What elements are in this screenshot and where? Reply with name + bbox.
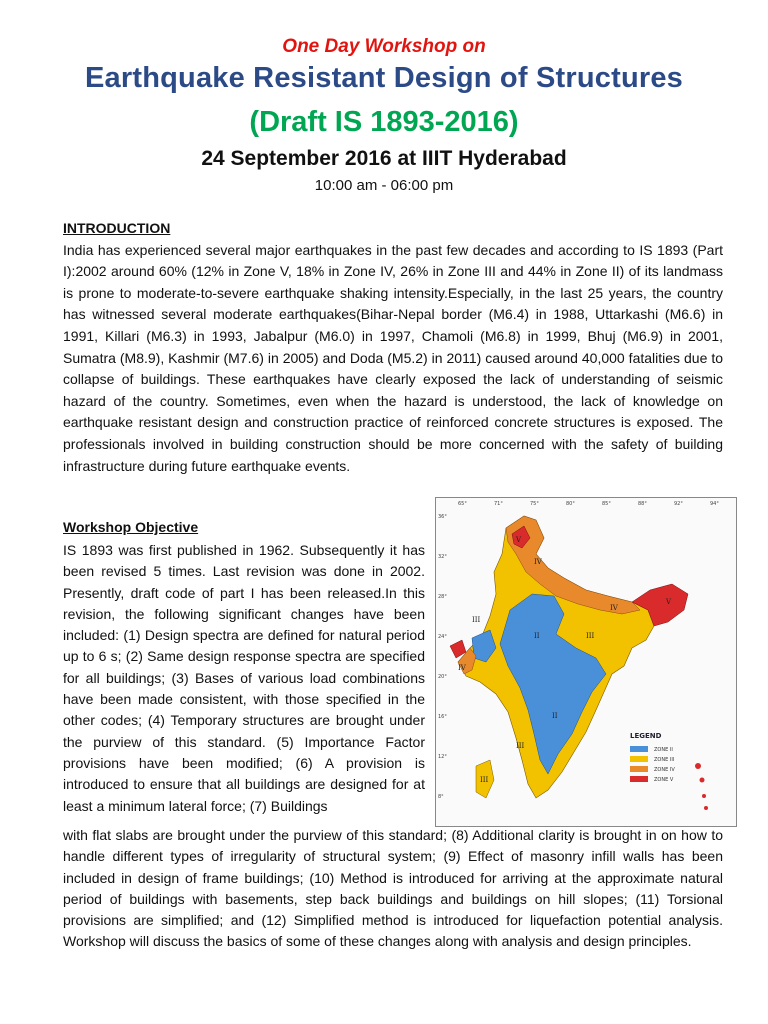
workshop-time: 10:00 am - 06:00 pm [314, 177, 454, 194]
map-top-tick-label: 88° [638, 501, 647, 507]
legend-swatch [630, 776, 648, 782]
india-seismic-map-graphic [436, 498, 736, 826]
map-top-tick-label: 71° [494, 501, 503, 507]
zone-marker: II [534, 632, 540, 640]
zone-marker: IV [610, 604, 618, 612]
map-left-tick-label: 28° [438, 594, 447, 600]
legend-swatch [630, 746, 648, 752]
zone-marker: IV [458, 664, 466, 672]
andaman-island [702, 794, 706, 798]
andaman-island [700, 778, 705, 783]
map-left-tick-label: 8° [438, 794, 444, 800]
introduction-heading: INTRODUCTION [63, 220, 171, 236]
objective-body-full-width: with flat slabs are brought under the purview of this standard; (8) Additional clarity is brought in on how to handle different types of irregularity of structural system; (9) Effect of masonry infill walls has been included in design of frame buildings; (10) Method is introduced for arriving at the approximate natural period of buildings with basements, step back buildings and buildings on hill slopes; (11) Torsional provisions are simplified; and (12) Simplified method is introduced for liquefaction potential analysis. Workshop will discuss the basics of some of these changes along with analysis and design principles. [63, 827, 723, 950]
map-left-tick-label: 16° [438, 714, 447, 720]
workshop-title: Earthquake Resistant Design of Structures [84, 62, 683, 94]
objective-body-beside-map: IS 1893 was first published in 1962. Subsequently it has been revised 5 times. Last revision was done in 2002. Presently, draft code of part I has been released.In this revision, the following significant changes have been included: (1) Design spectra are defined for natural period up to 6 s; (2) Same design response spectra are specified for all buildings; (3) Bases of various load combinations have been made consistent, with those specified in the other codes; (4) Temporary structures are brought under the purview of this standard. (5) Importance Factor provisions have been modified; (6) A provision is introduced to ensure that all buildings are designed for at least a minimum lateral force; (7) Buildings [63, 542, 425, 814]
map-top-tick-label: 94° [710, 501, 719, 507]
legend-label: ZONE III [654, 757, 675, 763]
introduction-section [63, 218, 723, 477]
map-top-tick-label: 85° [602, 501, 611, 507]
zone-marker: III [472, 616, 481, 624]
map-top-tick-label: 65° [458, 501, 467, 507]
workshop-subtitle: (Draft IS 1893-2016) [249, 106, 519, 138]
legend-title: LEGEND [630, 732, 662, 740]
zone-marker: IV [534, 558, 542, 566]
map-legend [630, 732, 675, 783]
map-left-tick-label: 20° [438, 674, 447, 680]
map-left-ticks [438, 514, 447, 800]
map-top-tick-label: 80° [566, 501, 575, 507]
andaman-island [695, 763, 701, 769]
map-left-tick-label: 12° [438, 754, 447, 760]
workshop-date: 24 September 2016 at IIIT Hyderabad [201, 147, 567, 170]
objective-heading: Workshop Objective [63, 519, 199, 535]
map-left-tick-label: 36° [438, 514, 447, 520]
legend-swatch [630, 756, 648, 762]
map-top-ticks [458, 501, 719, 507]
legend-label: ZONE II [654, 747, 673, 753]
workshop-kicker: One Day Workshop on [282, 36, 486, 57]
zone-marker: III [516, 742, 525, 750]
map-top-tick-label: 75° [530, 501, 539, 507]
seismic-zone-map [435, 497, 737, 827]
zone-marker: V [516, 536, 522, 544]
map-left-tick-label: 32° [438, 554, 447, 560]
zone-marker: V [666, 598, 672, 606]
zone-marker: III [480, 776, 489, 784]
zone-marker: II [552, 712, 558, 720]
map-left-tick-label: 24° [438, 634, 447, 640]
introduction-body: India has experienced several major earthquakes in the past few decades and according to IS 1893 (Part I):2002 around 60% (12% in Zone V, 18% in Zone IV, 26% in Zone III and 44% in Zone II) of its landmass is prone to moderate-to-severe earthquake shaking intensity.Especially, in the last 25 years, the country has witnessed several moderate earthquakes(Bihar-Nepal border (M6.4) in 1988, Uttarkashi (M6.6) in 1991, Killari (M6.3) in 1993, Jabalpur (M6.0) in 1997, Chamoli (M6.8) in 1999, Bhuj (M6.9) in 2001, Sumatra (M8.9), Kashmir (M7.6) in 2005) and Doda (M5.2) in 2011) caused around 40,000 fatalities due to collapse of buildings. These earthquakes have clearly exposed the lack of understanding of seismic hazard of the country. Sometimes, even when the hazard is understood, the lack of knowledge on earthquake resistant design and construction practice of reinforced concrete structures is exposed. The professionals involved in building construction should be more concerned with the safety of building infrastructure during future earthquake events. [63, 241, 723, 474]
map-top-tick-label: 92° [674, 501, 683, 507]
legend-label: ZONE V [654, 777, 674, 783]
legend-swatch [630, 766, 648, 772]
zone-marker: III [586, 632, 595, 640]
legend-label: ZONE IV [654, 767, 675, 773]
andaman-island [704, 806, 708, 810]
